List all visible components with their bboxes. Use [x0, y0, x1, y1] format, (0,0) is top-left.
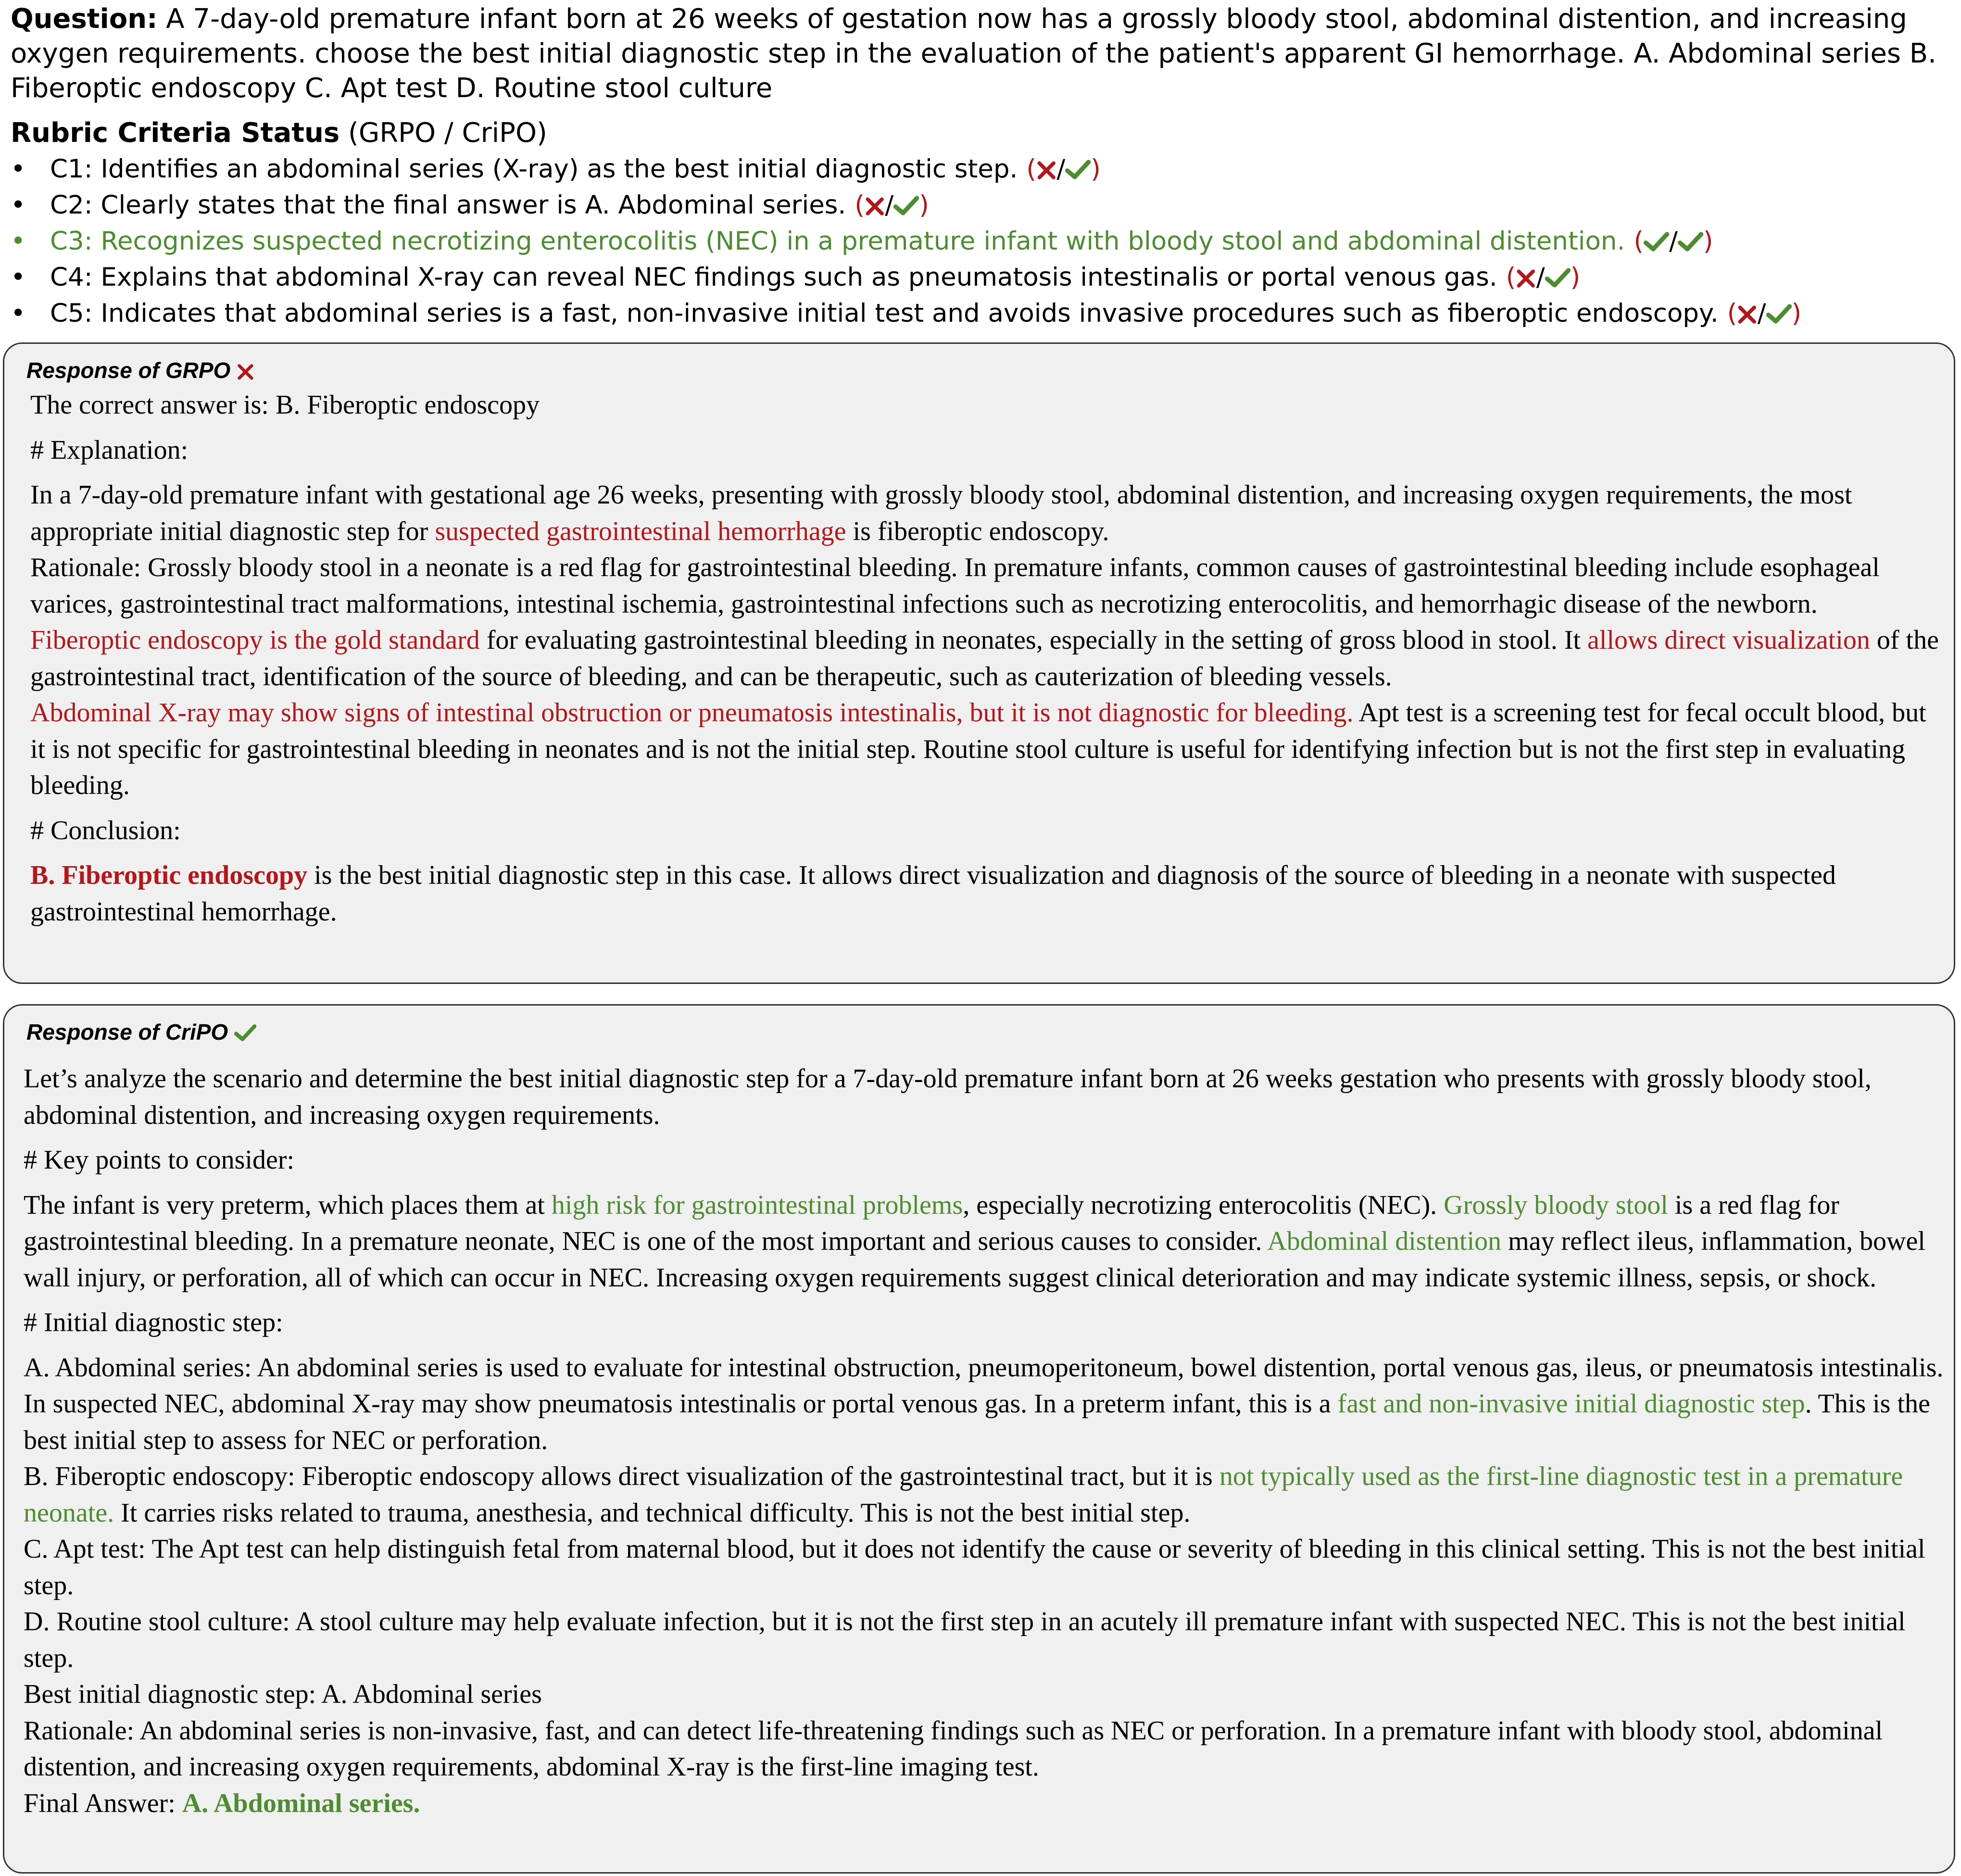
rubric-title: Rubric Criteria Status — [11, 117, 340, 149]
grpo-conclusion: B. Fiberoptic endoscopy is the best initial diagnostic step in this case. It allows direct visualization and diagnosis of the source of bleeding in a neonate with suspected gastrointestinal hemorrhage. — [30, 860, 1836, 927]
check-icon — [1545, 263, 1571, 292]
cripo-key-points: The infant is very preterm, which places them at high risk for gastrointestinal problems, especially necrotizing enterocolitis (NEC). Grossly bloody stool is a red flag for gastrointestinal bleeding. In a premature neonate, NEC is one of the most important and serious causes to consider. Abdominal distention may reflect ileus, inflammation, bowel wall injury, or perforation, all of which can occur in NEC. Increasing oxygen requirements suggest clinical deterioration and may indicate systemic illness, sepsis, or shock. — [24, 1190, 1925, 1293]
cripo-final: Final Answer: A. Abdominal series. — [24, 1788, 420, 1818]
check-icon — [1065, 154, 1091, 184]
rubric-status: ( / ) — [1634, 227, 1713, 256]
cross-icon — [237, 358, 254, 383]
rubric-status: ( / ) — [1026, 154, 1101, 184]
cross-icon — [1737, 299, 1757, 328]
question-text: A 7-day-old premature infant born at 26 weeks of gestation now has a grossly bloody stool, abdominal distention, and increasing oxygen requirements. choose the best initial diagnostic step in the evaluation of the patient's apparent GI hemorrhage. A. Abdominal series B. Fiberoptic endoscopy C. Apt test D. Routine stool culture — [11, 3, 1936, 104]
cripo-response-panel — [3, 1004, 1955, 1874]
question — [11, 2, 1948, 106]
cripo-response-body — [24, 1061, 1945, 1822]
rubric-heading — [11, 116, 547, 151]
check-icon — [893, 190, 919, 220]
bullet: • — [11, 299, 26, 328]
cripo-option-c: C. Apt test: The Apt test can help distinguish fetal from maternal blood, but it does not identify the cause or severity of bleeding in this clinical setting. This is not the best initial step. — [24, 1534, 1925, 1600]
rubric-item — [11, 152, 1958, 188]
cripo-heading-text: Response of CriPO — [26, 1020, 228, 1045]
bullet: • — [11, 190, 26, 220]
cripo-option-a: A. Abdominal series: An abdominal series is used to evaluate for intestinal obstruction, pneumoperitoneum, bowel distention, portal venous gas, ileus, or pneumatosis intestinalis. In suspected NEC, abdominal X-ray may show pneumatosis intestinalis or portal venous gas. In a preterm infant, this is a fast and non-invasive initial diagnostic step. This is the best initial step to assess for NEC or perforation. — [24, 1352, 1944, 1455]
cripo-initial-heading: # Initial diagnostic step: — [24, 1308, 283, 1337]
cripo-option-d: D. Routine stool culture: A stool culture may help evaluate infection, but it is not the first step in an acutely ill premature infant with suspected NEC. This is not the best initial step. — [24, 1607, 1906, 1673]
grpo-paragraph: Fiberoptic endoscopy is the gold standard for evaluating gastrointestinal bleeding in neonates, especially in the setting of gross blood in stool. It allows direct visualization of the gastrointestinal tract, identification of the source of bleeding, and can be therapeutic, such as cauterization of bleeding vessels. — [30, 625, 1939, 692]
rubric-item-text: C1: Identifies an abdominal series (X-ray) as the best initial diagnostic step. — [50, 154, 1018, 184]
grpo-explanation-heading: # Explanation: — [30, 435, 189, 465]
bullet: • — [11, 263, 26, 292]
rubric-status: ( / ) — [1506, 263, 1581, 292]
check-icon — [1766, 299, 1792, 328]
cripo-key-heading: # Key points to consider: — [24, 1145, 295, 1175]
rubric-subtitle: (GRPO / CriPO) — [348, 117, 547, 149]
rubric-item — [11, 260, 1958, 296]
check-icon — [1644, 227, 1669, 256]
grpo-heading-text: Response of GRPO — [26, 358, 231, 383]
check-icon — [234, 1020, 256, 1045]
bullet: • — [11, 227, 26, 256]
highlight-correct: fast and non-invasive initial diagnostic step — [1337, 1389, 1805, 1419]
grpo-paragraph: In a 7-day-old premature infant with gestational age 26 weeks, presenting with grossly bloody stool, abdominal distention, and increasing oxygen requirements, the most appropriate initial diagnostic step for suspected gastrointestinal hemorrhage is fiberoptic endoscopy. — [30, 480, 1852, 546]
bullet: • — [11, 154, 26, 184]
rubric-item-text: C4: Explains that abdominal X-ray can reveal NEC findings such as pneumatosis intestinalis or portal venous gas. — [50, 263, 1497, 292]
grpo-final-answer: B. Fiberoptic endoscopy — [30, 860, 308, 890]
cross-icon — [865, 190, 885, 220]
highlight-incorrect: Abdominal X-ray may show signs of intestinal obstruction or pneumatosis intestinalis, but it is not diagnostic for bleeding. — [30, 698, 1354, 728]
cripo-rationale: Rationale: An abdominal series is non-invasive, fast, and can detect life-threatening findings such as NEC or perforation. In a premature infant with bloody stool, abdominal distention, and increasing oxygen requirements, abdominal X-ray is the first-line imaging test. — [24, 1715, 1883, 1782]
grpo-rationale: Rationale: Grossly bloody stool in a neonate is a red flag for gastrointestinal bleeding. In premature infants, common causes of gastrointestinal bleeding include esophageal varices, gastrointestinal tract malformations, intestinal ischemia, gastrointestinal infections such as necrotizing enterocolitis, and hemorrhagic disease of the newborn. — [30, 553, 1880, 619]
highlight-incorrect: allows direct visualization — [1587, 625, 1870, 655]
grpo-panel-heading — [26, 357, 254, 383]
rubric-item-text: C5: Indicates that abdominal series is a fast, non-invasive initial test and avoids invasive procedures such as fiberoptic endoscopy. — [50, 299, 1719, 328]
grpo-response-panel — [3, 342, 1955, 984]
question-label: Question: — [11, 3, 158, 35]
cripo-final-answer: A. Abdominal series. — [182, 1788, 420, 1818]
highlight-correct: Abdominal distention — [1267, 1226, 1502, 1256]
rubric-list — [11, 152, 1958, 332]
highlight-incorrect: suspected gastrointestinal hemorrhage — [435, 516, 846, 546]
cripo-best-step: Best initial diagnostic step: A. Abdominal series — [24, 1679, 542, 1709]
grpo-conclusion-heading: # Conclusion: — [30, 815, 181, 845]
rubric-item — [11, 188, 1958, 224]
cross-icon — [1516, 263, 1536, 292]
cripo-panel-heading — [26, 1019, 256, 1045]
grpo-response-body — [30, 387, 1944, 930]
grpo-answer-line: The correct answer is: B. Fiberoptic endoscopy — [30, 390, 540, 420]
highlight-incorrect: Fiberoptic endoscopy is the gold standard — [30, 625, 480, 655]
highlight-correct: not typically used as the first-line diagnostic test in a premature neonate. — [24, 1461, 1903, 1528]
rubric-item-text: C2: Clearly states that the final answer is A. Abdominal series. — [50, 190, 846, 220]
rubric-status: ( / ) — [1727, 299, 1802, 328]
highlight-correct: Grossly bloody stool — [1444, 1190, 1668, 1220]
grpo-paragraph: Abdominal X-ray may show signs of intestinal obstruction or pneumatosis intestinalis, but it is not diagnostic for bleeding. Apt test is a screening test for fecal occult blood, but it is not specific for gastrointestinal bleeding in neonates and is not the initial step. Routine stool culture is useful for identifying infection but is not the first step in evaluating bleeding. — [30, 698, 1926, 800]
highlight-correct: high risk for gastrointestinal problems — [551, 1190, 963, 1220]
rubric-item — [11, 296, 1958, 332]
cross-icon — [1036, 154, 1056, 184]
rubric-item — [11, 224, 1958, 260]
check-icon — [1678, 227, 1703, 256]
cripo-intro: Let’s analyze the scenario and determine the best initial diagnostic step for a 7-day-old premature infant born at 26 weeks gestation who presents with grossly bloody stool, abdominal distention, and increasing oxygen requirements. — [24, 1064, 1872, 1130]
cripo-option-b: B. Fiberoptic endoscopy: Fiberoptic endoscopy allows direct visualization of the gastrointestinal tract, but it is not typically used as the first-line diagnostic test in a premature neonate. It carries risks related to trauma, anesthesia, and technical difficulty. This is not the best initial step. — [24, 1461, 1903, 1528]
rubric-item-text: C3: Recognizes suspected necrotizing enterocolitis (NEC) in a premature infant with bloody stool and abdominal distention. — [50, 227, 1625, 256]
rubric-status: ( / ) — [855, 190, 929, 220]
